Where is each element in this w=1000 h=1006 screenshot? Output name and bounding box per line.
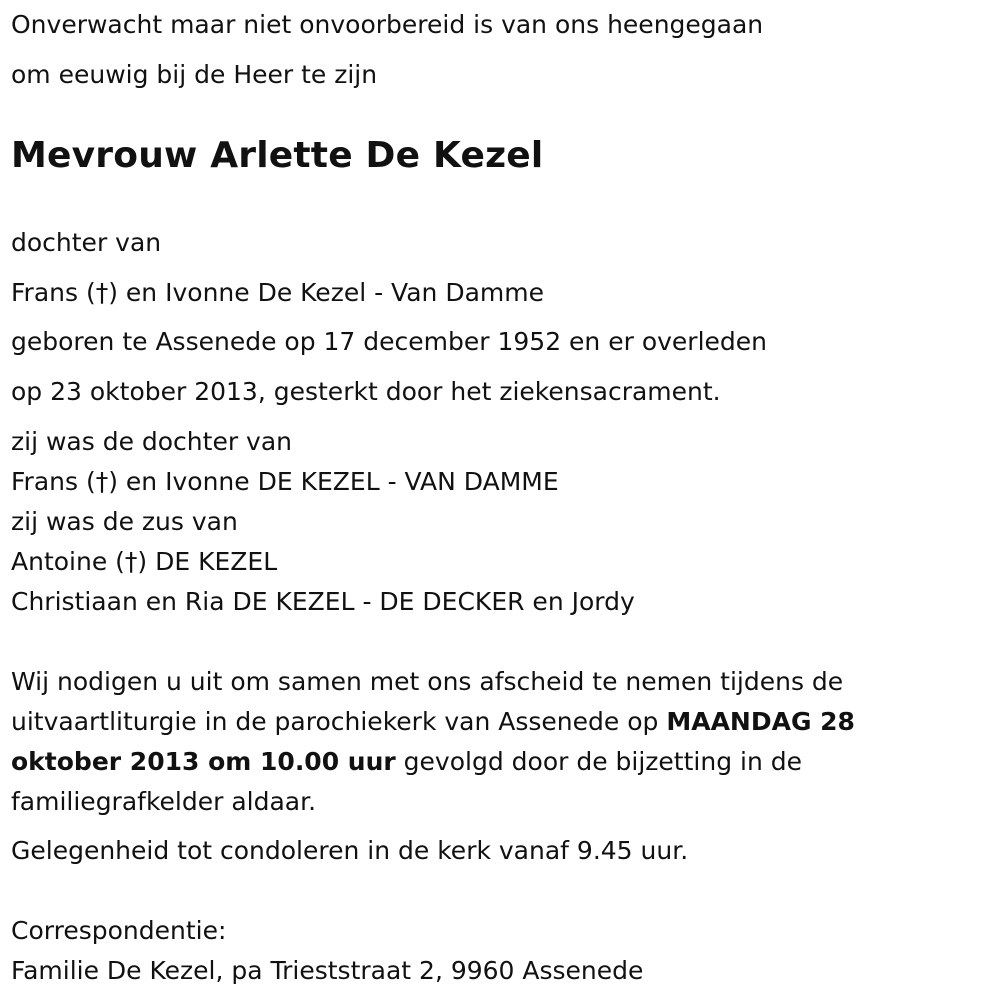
invitation-line-2 — [11, 707, 855, 737]
family-line-4: Antoine (†) DE KEZEL — [11, 547, 278, 576]
funeral-day: MAANDAG 28 — [666, 707, 855, 736]
family-line-1: zij was de dochter van — [11, 427, 293, 456]
correspondence-label: Correspondentie: — [11, 916, 227, 945]
correspondence-address: Familie De Kezel, pa Trieststraat 2, 9960 Assenede — [11, 956, 644, 985]
invitation-line-2-text: uitvaartliturgie in de parochiekerk van Assenede op — [11, 707, 667, 736]
parents-names: Frans (†) en Ivonne De Kezel - Van Damme — [11, 278, 544, 307]
invitation-line-3 — [11, 747, 802, 777]
birth-line: geboren te Assenede op 17 december 1952 en er overleden — [11, 327, 767, 356]
intro-line-2: om eeuwig bij de Heer te zijn — [11, 60, 378, 89]
invitation-line-4: familiegrafkelder aldaar. — [11, 787, 317, 816]
family-line-5: Christiaan en Ria DE KEZEL - DE DECKER en Jordy — [11, 587, 635, 616]
invitation-line-1: Wij nodigen u uit om samen met ons afscheid te nemen tijdens de — [11, 667, 844, 696]
parents-label: dochter van — [11, 228, 162, 257]
invitation-line-3-text: gevolgd door de bijzetting in de — [395, 747, 802, 776]
condolence-line: Gelegenheid tot condoleren in de kerk vanaf 9.45 uur. — [11, 836, 689, 865]
family-line-3: zij was de zus van — [11, 507, 238, 536]
funeral-date-time: oktober 2013 om 10.00 uur — [11, 747, 396, 776]
intro-line-1: Onverwacht maar niet onvoorbereid is van ons heengegaan — [11, 10, 764, 39]
deceased-name: Mevrouw Arlette De Kezel — [11, 135, 544, 176]
death-line: op 23 oktober 2013, gesterkt door het ziekensacrament. — [11, 377, 721, 406]
family-line-2: Frans (†) en Ivonne DE KEZEL - VAN DAMME — [11, 467, 559, 496]
